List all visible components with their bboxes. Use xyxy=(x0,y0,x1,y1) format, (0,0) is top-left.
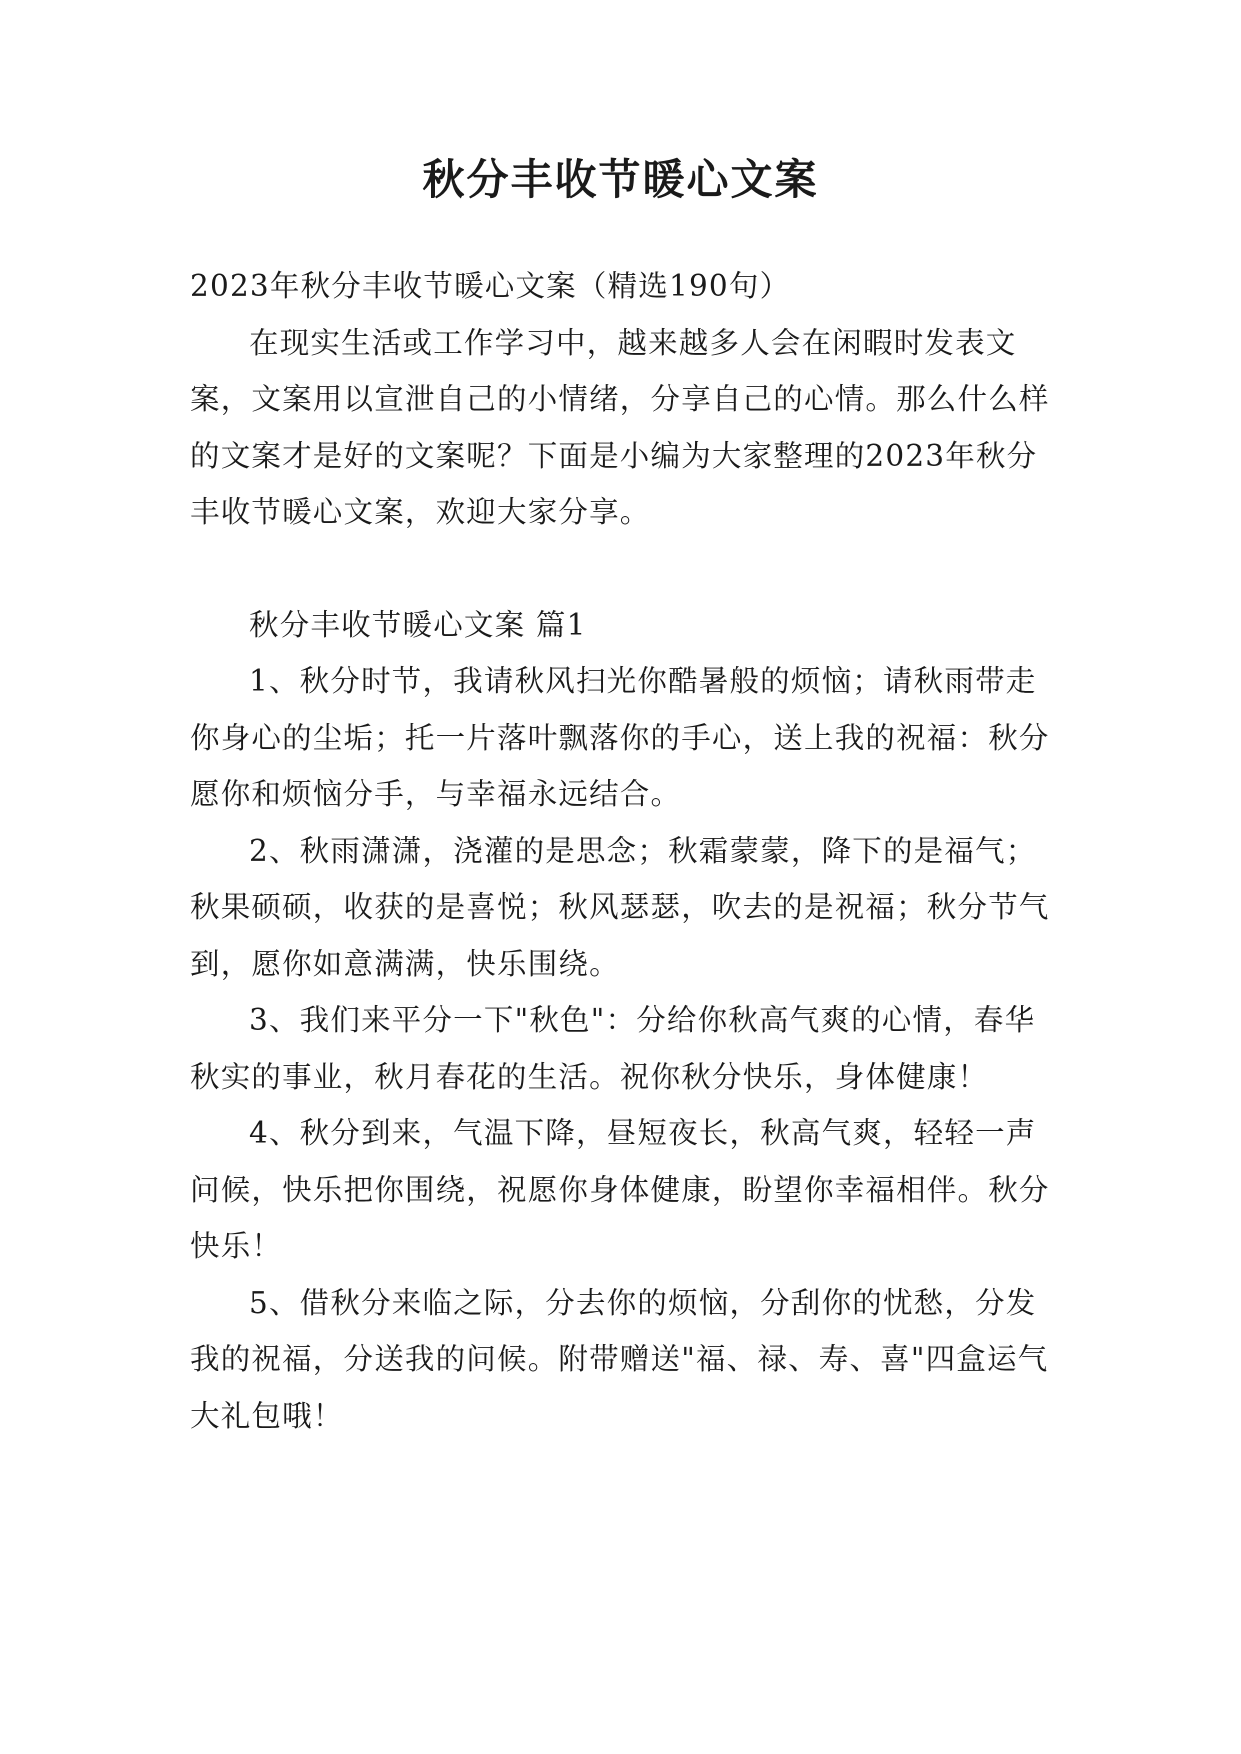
list-item-3: 3、我们来平分一下"秋色"：分给你秋高气爽的心情，春华秋实的事业，秋月春花的生活。祝你秋分快乐，身体健康！ xyxy=(190,1003,1036,1094)
document-subtitle: 2023年秋分丰收节暖心文案（精选190句） xyxy=(190,269,791,303)
document-body xyxy=(190,258,1060,1444)
intro-paragraph: 在现实生活或工作学习中，越来越多人会在闲暇时发表文案，文案用以宣泄自己的小情绪，分享自己的心情。那么什么样的文案才是好的文案呢？下面是小编为大家整理的2023年秋分丰收节暖心文案，欢迎大家分享。 xyxy=(190,325,1050,529)
section-heading: 秋分丰收节暖心文案 篇1 xyxy=(249,607,587,642)
list-item-4: 4、秋分到来，气温下降，昼短夜长，秋高气爽，轻轻一声问候，快乐把你围绕，祝愿你身体健康，盼望你幸福相伴。秋分快乐！ xyxy=(190,1116,1050,1263)
list-item-1: 1、秋分时节，我请秋风扫光你酷暑般的烦恼；请秋雨带走你身心的尘垢；托一片落叶飘落你的手心，送上我的祝福：秋分愿你和烦恼分手，与幸福永远结合。 xyxy=(190,664,1050,811)
list-item-5: 5、借秋分来临之际，分去你的烦恼，分刮你的忧愁，分发我的祝福，分送我的问候。附带赠送"福、禄、寿、喜"四盒运气大礼包哦！ xyxy=(190,1285,1049,1433)
paragraph-gap xyxy=(190,541,1060,597)
list-item-2: 2、秋雨潇潇，浇灌的是思念；秋霜蒙蒙，降下的是福气；秋果硕硕，收获的是喜悦；秋风瑟瑟，吹去的是祝福；秋分节气到，愿你如意满满，快乐围绕。 xyxy=(190,833,1050,981)
document-title: 秋分丰收节暖心文案 xyxy=(422,155,819,204)
